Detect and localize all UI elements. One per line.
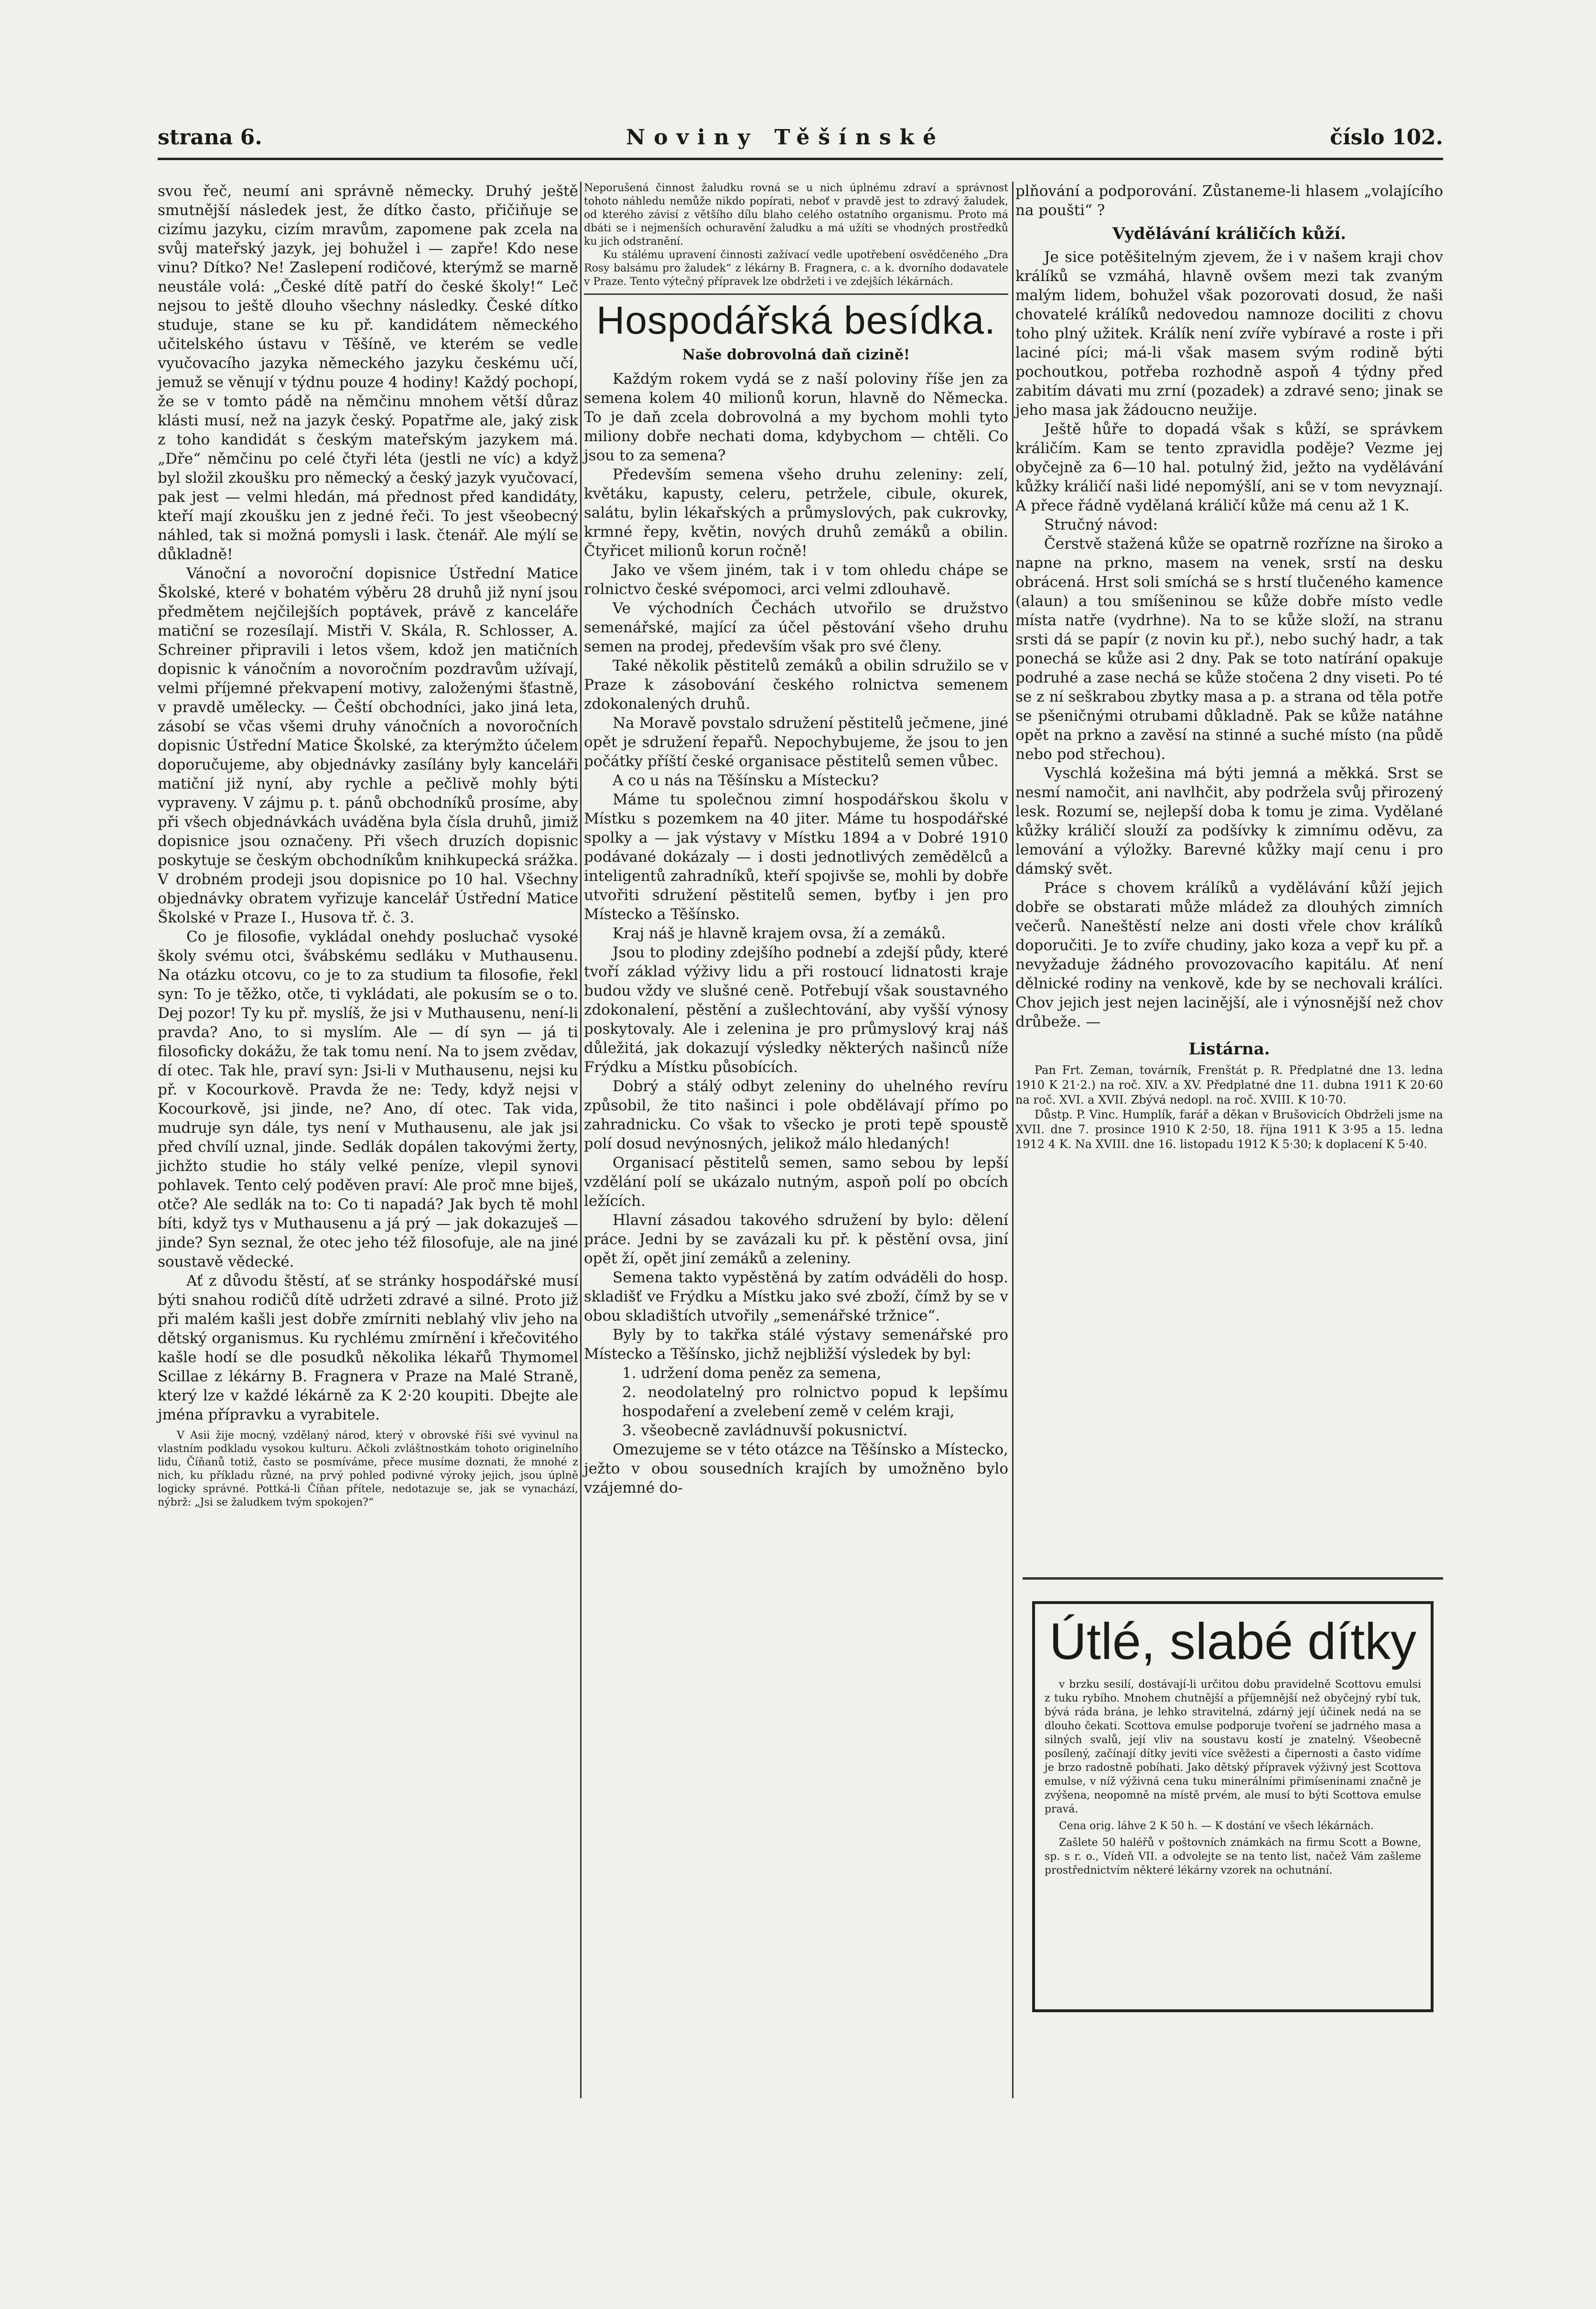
article-paragraph: Co je filosofie, vykládal onehdy posluchač vysoké školy svému otci, švábskému sedláku v Muthausenu. Na otázku otcovu, co je to za studium ta filosofie, řekl syn: To je těžko, otče, ti vykládati, ale pokusím se o to. Dej pozor! Ty ku př. myslíš, že jsi v Muthausenu, není-li pravda? Ano, to si myslím. Ale — dí syn — já ti filosoficky dokážu, že tak tomu není. Na to jsem zvědav, dí otec. Tak hle, praví syn: Jsi-li v Muthausenu, nejsi ku př. v Kocourkově. Pravda že ne: Tedy, když nejsi v Kocourkově, jsi jinde, ne? Ano, dí otec. Tak vida, mudruje syn dále, tys není v Muthausenu, ale jak jsi před chvílí uznal, jinde. Sedlák dopálen takovými žerty, jichžto studie ho stály velké peníze, vlepil synovi pohlavek. Tento celý poděven praví: Ale proč mne biješ, otče? Ale sedlák na to: Co ti napadá? Jak bych tě mohl bíti, když tys v Muthausenu a já prý — jak dokazuješ — jinde? Syn seznal, že otec jeho též filosofuje, ale na jiné soustavě vědecké. [158,928,578,1270]
column-divider [1012,182,1014,2098]
small-print-block [584,182,1008,289]
page-header [158,125,1443,159]
column-divider [580,182,582,2098]
article-paragraph: svou řeč, neumí ani správně německy. Druhý ještě smutnější následek jest, že dítko často, přičiňuje se cizímu jazyku, cizím mravům, zapomene pak zcela na svůj mateřský jazyk, jej bohužel i — zapře! Kdo nese vinu? Dítko? Ne! Zaslepení rodičové, kterýmž se marně neustále volá: „České dítě patří do české školy!“ Leč nejsou to ještě dlouho všechny následky. České dítko studuje, stane se ku př. kandidátem německého učitelského ústavu v Těšíně, ve kterém se vedle vyučovacího jazyka německého jazyku českému učí, jemuž se věnují v týdnu pouze 4 hodiny! Každý pochopí, že se v tomto pádě na němčinu mnohem větší důraz klásti musí, než na jazyk český. Popatřme ale, jaký zisk z toho kandidát s českým mateřským jazykem má. „Dře“ němčinu po celé čtyři léta (jestli ne víc) a když byl složil zkoušku pro německý a český jazyk vyučovací, pak jest — velmi hledán, má přednost před kandidáty, kteří mají zkoušku jen z jedné řeči. To jest všeobecný náhled, tak si možná pomysli i lask. čtenář. Ale mýlí se důkladně! [158,183,578,563]
column-1 [158,182,578,2093]
article-paragraph: plňování a podporování. Zůstaneme-li hlasem „volajícího na poušti“ ? [1015,183,1443,219]
article-paragraph: Máme tu společnou zimní hospodářskou školu v Místku s pozemkem na 40 jiter. Máme tu hospodářské spolky a — jak výstavy v Místku 1894 a v Dobré 1910 podávané dokázaly — i dosti jednotlivých zemědělců a inteligentů zahradníků, kteří spojivše se, mohli by dobře utvořiti sdružení pěstitelů semen, byťby i jen pro Místecko a Těšínsko. [584,791,1008,923]
numbered-list [584,1364,1008,1440]
article-paragraph: Práce s chovem králíků a vydělávání kůží jejich dobře se obstarati může mládež za dlouhých zimních večerů. Naneštěstí nelze ani dosti vřele chov králíků doporučiti. Je to zvíře chudiny, jako koza a vepř ku př. a nevyžaduje žádného provozovacího kapitálu. Ať není dělnické rodiny na venkově, kde by se nechovali králíci. Chov jejich jest nejen lacinější, ale i výnosnější než chov drůbeže. — [1015,879,1443,1030]
article-paragraph: Jako ve všem jiném, tak i v tom ohledu chápe se rolnictvo české svépomoci, arci velmi zdlouhavě. [584,562,1008,598]
listarna-entry: Důstp. P. Vinc. Humplík, farář a děkan v Brušovicích Obdrželi jsme na XVII. dne 7. prosince 1910 K 2·50, 18. října 1911 K 3·95 a 15. ledna 1912 4 K. Na XVIII. dne 16. listopadu 1912 K 5·30; k doplacení K 5·40. [1015,1108,1443,1151]
list-item: 1. udržení doma peněz za semena, [622,1365,882,1382]
article-paragraph: A co u nás na Těšínsku a Místecku? [613,772,879,789]
article-paragraph: Stručný návod: [1044,516,1158,533]
newspaper-title: Noviny Těšínské [626,125,945,150]
advertisement-text: v brzku sesilí, dostávají-li určitou dobu pravidelně Scottovu emulsi z tuku rybího. Mnohem chutnější a příjemnější než obyčejný rybí tuk, bývá ráda brána, je lehko stravitelná, zdárný její účinek nedá na se dlouho čekati. Scottova emulse podporuje tvoření se jadrného masa a silných svalů, její vliv na soustavu kostí je znatelný. Všeobecně posílený, začínají dítky jeviti více svěžesti a čipernosti a často vidíme je brzo radostně pobíhati. Jako dětský přípravek výživný jest Scottova emulse, v níž výživná cena tuku minerálními přimíseninami značně je zvýšena, neopomně na místě prvém, ale musí to býti Scottova emulse pravá. [1045,1679,1421,1815]
article-paragraph: Jsou to plodiny zdejšího podnebí a zdejší půdy, které tvoří základ výživy lidu a při rostoucí lidnatosti kraje budou vždy ve slušné ceně. Potřebují však soustavného zdokonalení, pěstění a zušlechtování, aby vyšší výnosy poskytovaly. Ale i zelenina je pro průmyslový kraj náš důležitá, jak dokazují výsledky některých našinců níže Frýdku a Místku působících. [584,944,1008,1076]
listarna-entry: Pan Frt. Zeman, továrník, Frenštát p. R. Předplatné dne 13. ledna 1910 K 21·2.) na roč. XIV. a XV. Předplatné dne 11. dubna 1911 K 20·60 na roč. XVI. a XVII. Zbývá nedopl. na roč. XVIII. K 10·70. [1015,1063,1443,1106]
article-paragraph: Neporušená činnost žaludku rovná se u nich úplnému zdraví a správnost tohoto náhledu nemůže nikdo popírati, neboť v pravdě jest to zdravý žaludek, od kterého závisí z většího dílu blaho celého ostatního organismu. Proto má dbáti se i nejmenších ochuravění žaludku a má užíti se vhodných prostředků ku jich odstranění. [584,182,1008,248]
advertisement-box [1032,1601,1434,2012]
article-paragraph: Semena takto vypěstěná by zatím odváděli do hosp. skladišť ve Frýdku a Místku jako své zboží, čímž by se v obou skladištích utvořily „semenářské tržnice“. [584,1269,1008,1324]
article-paragraph: Organisací pěstitelů semen, samo sebou by lepší vzdělání polí se ukázalo nutným, aspoň polí po obcích ležících. [584,1154,1008,1210]
article-paragraph: Také několik pěstitelů zemáků a obilin sdružilo se v Praze k zásobování českého rolnictva semenem zdokonalených druhů. [584,657,1008,713]
article-paragraph: Ať z důvodu štěstí, ať se stránky hospodářské musí býti snahou rodičů dítě udržeti zdravé a silné. Proto již při malém kašli jest dobře zmírniti neblahý vliv jeho na dětský organismus. Ku rychlému zmírnění i křečovitého kašle hodí se dle posudků několika lékařů Thymomel Scillae z lékárny B. Fragnera v Praze na Malé Straně, který lze v každé lékárně za K 2·20 koupiti. Dbejte ale jména přípravku a vyrabitele. [158,1272,578,1423]
article-paragraph: Dobrý a stálý odbyt zeleniny do uhelného revíru způsobil, že tito našinci i pole obdělávají přímo po zahradnicku. Co však to všecko je proti tepě spoustě polí dosud nevýnosných, jelikož málo hledaných! [584,1078,1008,1152]
article-paragraph: Vyschlá kožešina má býti jemná a měkká. Srst se nesmí namočit, ani navlhčit, aby podržela svůj přirozený lesk. Rozumí se, nejlepší doba k tomu je zima. Vydělané kůžky králičí slouží za podšívky k zimnímu oděvu, za lemování a výložky. Barevné kůžky mají cenu i pro dámský svět. [1015,765,1443,878]
column-3 [1015,182,1443,1152]
listarna-heading: Listárna. [1188,1040,1270,1059]
article-paragraph: Ku stálému upravení činnosti zažívací vedle upotřebení osvědčeného „Dra Rosy balsámu pro žaludek“ z lékárny B. Fragnera, c. a k. dvorního dodavatele v Praze. Tento výtečný přípravek lze obdržeti i ve zdejších lékárnách. [584,249,1008,288]
advertisement-text: Zašlete 50 haléřů v poštovních známkách na firmu Scott a Bowne, sp. s r. o., Vídeň VII. a odvolejte se na tento list, načež Vám zašleme prostřednictvím některé lékárny vzorek na ochutnání. [1045,1837,1421,1876]
article-paragraph: Omezujeme se v této otázce na Těšínsko a Místecko, ježto v obou sousedních krajích by umožněno bylo vzájemné do- [584,1441,1008,1496]
list-item: 2. neodolatelný pro rolnictvo popud k lepšímu hospodaření a zvelebení země v celém kraji, [622,1384,1008,1420]
article-paragraph: Ještě hůře to dopadá však s kůží, se správkem králičím. Kam se tento zpravidla poděje? Vezme jej obyčejně za 6—10 hal. potulný žid, ježto na vydělávání kůžky králičí naši lidé nepomýšlí, ani se v tom nevyznají. A přece řádně vydělaná králičí kůže má cenu až 1 K. [1015,421,1443,514]
list-item: 3. všeobecně zavládnuvší pokusnictví. [622,1422,908,1439]
advertisement-price: Cena orig. láhve 2 K 50 h. — K dostání ve všech lékárnách. [1059,1820,1374,1832]
article-headline: Vydělávání králičích kůží. [1112,224,1346,243]
header-rule [158,158,1443,160]
advertisement-title: Útlé, slabé dítky [1049,1612,1417,1670]
section-heading: Hospodářská besídka. [596,299,996,342]
column-2 [584,182,1008,1497]
listarna-block [1015,1063,1443,1152]
article-paragraph: Je sice potěšitelným zjevem, že i v našem kraji chov králíků se vzmáhá, hlavně ovšem mezi tak zvaným malým lidem, bohužel však pozorovati dosud, že naši chovatelé králíků nedovedou namnoze dociliti z chovu toho plný užitek. Králík není zvíře vybíravé a roste i při laciné píci; má-li však masem svým rodině býti pochoutkou, potřeba rozhodně aspoň 4 týdny před zabitím dávati mu zrní (pozadek) a zdravé seno; jinak se jeho masa jak žádoucno neužije. [1015,249,1443,419]
article-paragraph: Ve východních Čechách utvořilo se družstvo semenářské, mající za účel pěstování všeho druhu semen na prodej, především však pro své členy. [584,600,1008,655]
small-print-block [158,1429,578,1509]
article-paragraph: Vánoční a novoroční dopisnice Ústřední Matice Školské, které v bohatém výběru 28 druhů již nyní jsou předmětem nejčilejších poptávek, právě z kanceláře matiční se rozesílají. Mistři V. Skála, R. Schlosser, A. Schreiner připravili i letos všem, kdož jen matičních dopisnic k vánočním a novoročním pozdravům užívají, velmi příjemné překvapení motivy, založenými šťastně, v pravdě umělecky. — Čeští obchodníci, jako jiná leta, zásobí se včas všemi druhy vánočních a novoročních dopisnic Ústřední Matice Školské, za kterýmžto účelem doporučujeme, aby objednávky zasílány byly kanceláři matiční již nyní, aby rychle a pečlivě mohly býti vypraveny. V zájmu p. t. pánů obchodníků prosíme, aby při všech objednávkách uváděna byla čísla druhů, jimiž dopisnice jsou označeny. Při všech druzích dopisnic poskytuje se českým obchodníkům knihkupecká srážka. V drobném prodeji jsou dopisnice po 10 hal. Všechny objednávky obratem vyřizuje kancelář Ústřední Matice Školské v Praze I., Husova tř. č. 3. [158,565,578,926]
article-paragraph: Na Moravě povstalo sdružení pěstitelů ječmene, jiné opět je sdružení řepařů. Nepochybujeme, že jsou to jen počátky příští české organisace pěstitelů semen vůbec. [584,715,1008,770]
issue-number: číslo 102. [1330,125,1443,150]
article-paragraph: Čerstvě stažená kůže se opatrně rozříznе na široko a napne na prkno, masem na venek, srstí na desku obrácená. Hrst soli smíchá se s hrstí tlučeného kamence (alaun) a tou smíšeninou se kůže dobře místo vedle místa natře (vydrhne). Na to se kůže složí, na stranu srsti dá se papír (z novin ku př.), nebo suchý hadr, a tak ponechá se kůže asi 2 dny. Pak se toto natírání opakuje podruhé a zase nechá se kůže stočena 2 dny viseti. Po té se z ní seškrabou zbytky masa a p. a strana od těla potře se pšeničnými otrubami důkladně. Pak se kůže natáhne opět na prkno a zavěsí na stinné a suché místo (na půdě nebo pod střechou). [1015,535,1443,763]
article-paragraph: Především semena všeho druhu zeleniny: zelí, květáku, kapusty, celeru, petržele, cibule, okurek, salátu, bylin lékařských a průmyslových, pak cukrovky, krmné řepy, květin, nových druhů zemáků a obilin. Čtyřicet milionů korun ročně! [584,466,1008,560]
article-paragraph: V Asii žije mocný, vzdělaný národ, který v obrovské říši své vyvinul na vlastním podkladu vysokou kulturu. Ačkoli zvláštnostkám tohoto originelního lidu, Číňanů totiž, často se posmíváme, přece musíme doznati, že mnohé z nich, ku příkladu různé, na prvý pohled podivné výroky jejich, jsou úplně logicky správné. Pottká-li Číňan přítele, nedotazuje se, jak se vynachází, nýbrž: „Jsi se žaludkem tvým spokojen?“ [158,1430,578,1508]
article-paragraph: Hlavní zásadou takového sdružení by bylo: dělení práce. Jedni by se zavázali ku př. k pěstění ovsa, jiní opět ží, opět jiní zemáků a zeleniny. [584,1212,1008,1267]
article-paragraph: Byly by to takřka stálé výstavy semenářské pro Místecko a Těšínsko, jichž nejbližší výsledek by byl: [584,1326,1008,1363]
page-number: strana 6. [158,125,262,150]
article-headline: Naše dobrovolná daň cizině! [682,347,910,363]
article-paragraph: Kraj náš je hlavně krajem ovsa, ží a zemáků. [613,925,946,942]
article-paragraph: Každým rokem vydá se z naší poloviny říše jen za semena kolem 40 milionů korun, hlavně do Německa. To je daň zcela dobrovolná a my bychom mohli tyto miliony dobře nechati doma, kdybychom — chtěli. Co jsou to za semena? [584,370,1008,464]
section-divider [584,293,1008,295]
section-divider [1023,1577,1443,1580]
